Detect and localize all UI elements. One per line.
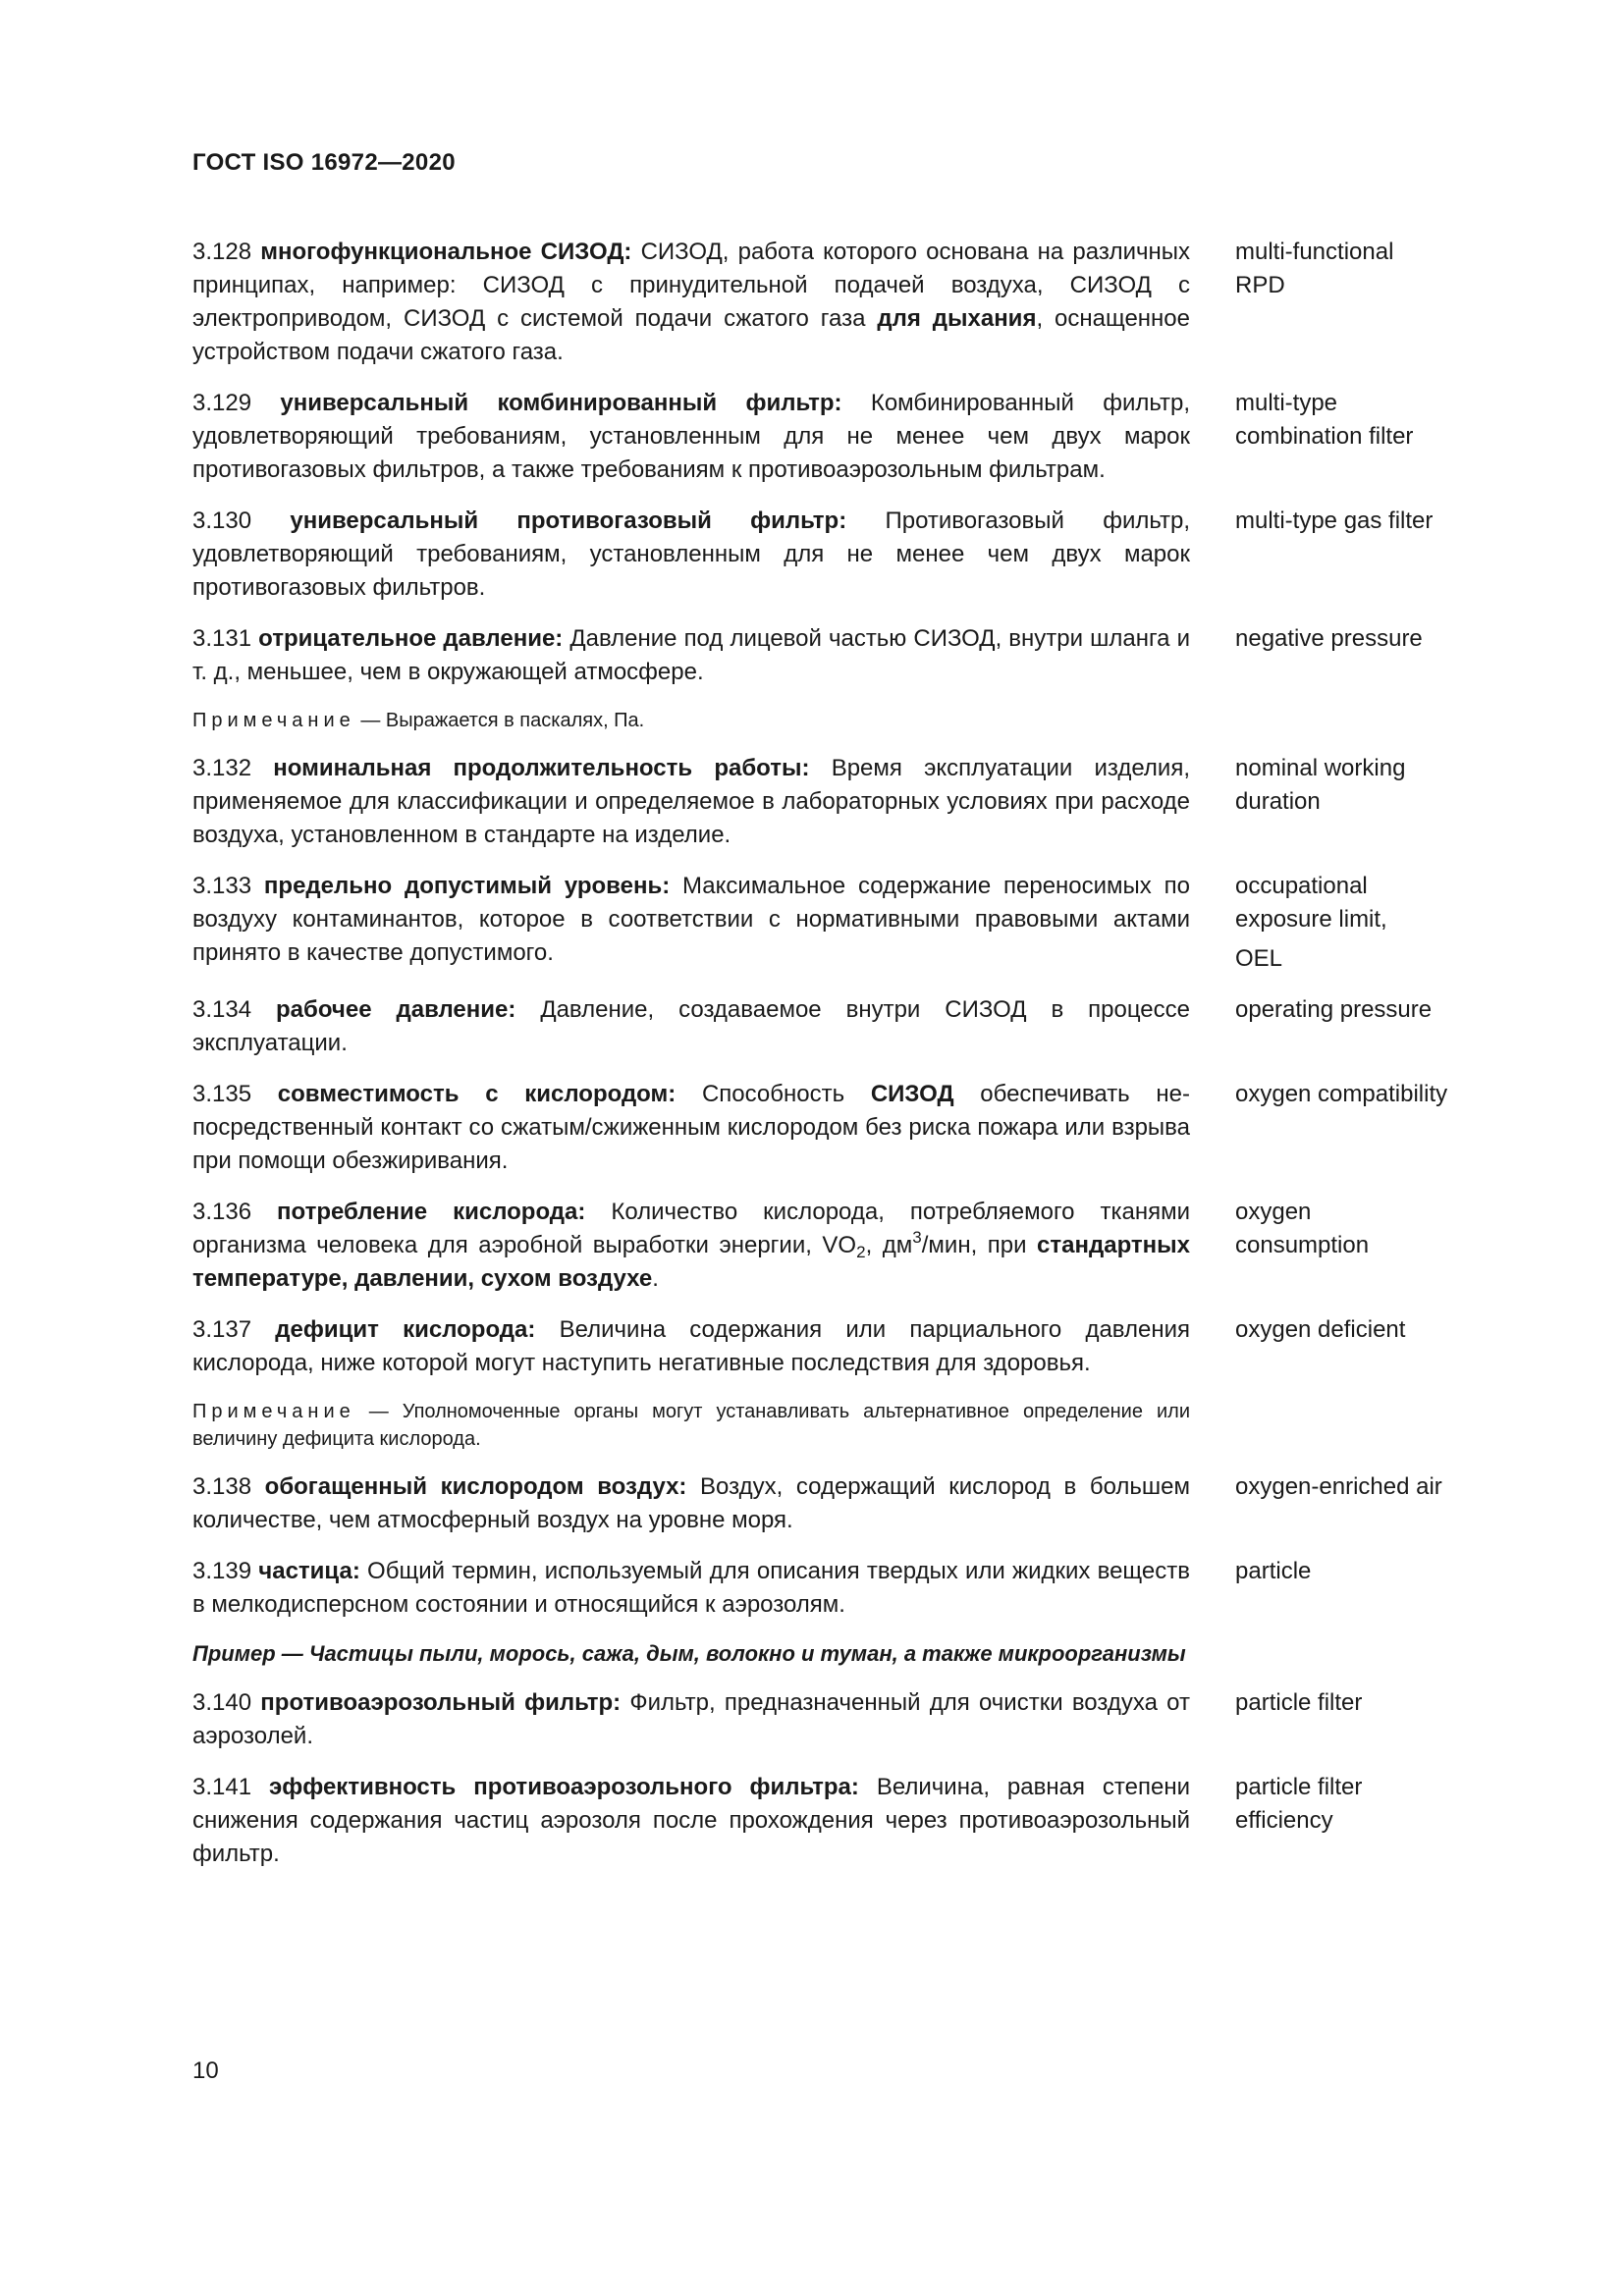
term-entry-3-140 bbox=[192, 1686, 1508, 1753]
term-entry-3-129 bbox=[192, 387, 1508, 487]
term-name: дефицит кислорода: bbox=[275, 1316, 536, 1343]
term-definition: 3.135 совместимость с кислородом: Способность СИЗОД обеспечивать непосредственный контакт со сжатым/сжиженным кислородом без риска пожара или взрыва при помощи обезжиривания. bbox=[192, 1081, 1190, 1174]
term-entry-3-132 bbox=[192, 752, 1508, 852]
english-equivalent: occupational exposure limit, OEL bbox=[1235, 873, 1387, 972]
term-entry-3-133 bbox=[192, 870, 1508, 976]
term-definition: 3.132 номинальная продолжительность работы: Время эксплуатации изделия, применяемое для классификации и определяемое в лабораторных условиях при расходе воздуха, установленном в стандарте на изделие. bbox=[192, 755, 1191, 848]
term-name: рабочее давление: bbox=[276, 996, 516, 1023]
english-equivalent: particle filter efficiency bbox=[1235, 1774, 1363, 1834]
term-entry-3-139 bbox=[192, 1555, 1508, 1622]
term-definition: 3.128 многофункциональное СИЗОД: СИЗОД, работа которого основана на различных принципах, например: СИЗОД с принудительной подачей воздуха, СИЗОД с электроприводом, СИЗОД с системой подачи сжатого газа для дыхания, оснащенное устройством подачи сжатого газа. bbox=[192, 239, 1191, 365]
example-3-139: Пример — Частицы пыли, морось, сажа, дым, волокно и туман, а также микроорганизмы bbox=[192, 1641, 1186, 1666]
term-definition: 3.133 предельно допустимый уровень: Максимальное содержание переносимых по воздуху контаминантов, которое в соответствии с нормативными правовыми актами принято в качестве допустимого. bbox=[192, 873, 1190, 966]
page-number: 10 bbox=[192, 2057, 219, 2084]
term-definition: 3.141 эффективность противоаэрозольного фильтра: Величина, равная степени снижения содержания частиц аэрозоля после прохождения через противоаэрозольный фильтр. bbox=[192, 1774, 1190, 1867]
english-equivalent: multi-type combination filter bbox=[1235, 390, 1414, 450]
term-entry-3-138 bbox=[192, 1470, 1508, 1537]
english-equivalent: oxygen deficient bbox=[1235, 1316, 1406, 1343]
term-definition: 3.140 противоаэрозольный фильтр: Фильтр, предназначенный для очистки воздуха от аэрозолей. bbox=[192, 1689, 1190, 1749]
page-header-standard-title: ГОСТ ISO 16972—2020 bbox=[192, 149, 456, 176]
term-entry-3-130 bbox=[192, 505, 1508, 605]
english-equivalent: multi-type gas filter bbox=[1235, 507, 1434, 534]
term-definition: 3.136 потребление кислорода: Количество кислорода, потребляемого тканями организма человека для аэробной выработки энергии, $VO_2$, $дм^3$/мин, при стандартных температуре, давлении, сухом воздухе. bbox=[192, 1199, 1191, 1292]
note-3-131: Примечание — Выражается в паскалях, Па. bbox=[192, 710, 645, 731]
term-definition: 3.130 универсальный противогазовый фильтр: Противогазовый фильтр, удовлетворяющий требованиям, установленным для не менее чем двух марок противогазовых фильтров. bbox=[192, 507, 1190, 601]
term-name: предельно допустимый уровень: bbox=[263, 873, 671, 899]
english-equivalent: multi-functional RPD bbox=[1235, 239, 1394, 298]
term-definition: 3.137 дефицит кислорода: Величина содержания или парциального давления кислорода, ниже которой могут наступить негативные последствия для здоровья. bbox=[192, 1316, 1191, 1376]
term-definition: 3.138 обогащенный кислородом воздух: Воздух, содержащий кислород в большем количестве, чем атмосферный воздух на уровне моря. bbox=[192, 1473, 1191, 1533]
term-entry-3-128 bbox=[192, 236, 1508, 369]
term-name: обогащенный кислородом воздух: bbox=[264, 1473, 687, 1500]
term-name: универсальный противогазовый фильтр: bbox=[290, 507, 847, 534]
english-equivalent: nominal working duration bbox=[1235, 755, 1406, 815]
term-entry-3-137 bbox=[192, 1313, 1508, 1380]
terms-list bbox=[192, 236, 1508, 1889]
english-equivalent: particle filter bbox=[1235, 1689, 1363, 1716]
term-name: совместимость с кислородом: bbox=[277, 1081, 677, 1107]
term-definition: 3.129 универсальный комбинированный фильтр: Комбинированный фильтр, удовлетворяющий требованиям, установленным для не менее чем двух марок противогазовых фильтров, а также требованиям к противоаэрозольным фильтрам. bbox=[192, 390, 1191, 483]
term-entry-3-135 bbox=[192, 1078, 1508, 1178]
term-name: частица: bbox=[258, 1558, 360, 1584]
english-equivalent: oxygen compatibility bbox=[1235, 1081, 1448, 1107]
term-definition: 3.134 рабочее давление: Давление, создаваемое внутри СИЗОД в процессе эксплуатации. bbox=[192, 996, 1190, 1056]
term-name: отрицательное давление: bbox=[258, 625, 564, 652]
term-entry-3-136 bbox=[192, 1196, 1508, 1296]
note-label: Примечание bbox=[192, 1401, 355, 1422]
term-entry-3-131 bbox=[192, 622, 1508, 689]
term-name: эффективность противоаэрозольного фильтра: bbox=[269, 1774, 859, 1800]
english-equivalent: oxygen consumption bbox=[1235, 1199, 1370, 1258]
term-name: потребление кислорода: bbox=[277, 1199, 586, 1225]
note-label: Примечание bbox=[192, 710, 355, 731]
term-name: противоаэрозольный фильтр: bbox=[260, 1689, 622, 1716]
term-entry-3-141 bbox=[192, 1771, 1508, 1871]
english-equivalent: particle bbox=[1235, 1558, 1312, 1584]
english-equivalent: operating pressure bbox=[1235, 996, 1433, 1023]
english-equivalent: oxygen-enriched air bbox=[1235, 1473, 1442, 1500]
term-name: универсальный комбинированный фильтр: bbox=[280, 390, 842, 416]
term-definition: 3.131 отрицательное давление: Давление под лицевой частью СИЗОД, внутри шланга и т. д., меньшее, чем в окружающей атмосфере. bbox=[192, 625, 1190, 685]
term-name: многофункциональное СИЗОД: bbox=[260, 239, 632, 265]
term-definition: 3.139 частица: Общий термин, используемый для описания твердых или жидких веществ в мелкодисперсном состоянии и относящийся к аэрозолям. bbox=[192, 1558, 1191, 1618]
english-equivalent: negative pressure bbox=[1235, 625, 1423, 652]
term-name: номинальная продолжительность работы: bbox=[273, 755, 810, 781]
term-entry-3-134 bbox=[192, 993, 1508, 1060]
note-3-137: Примечание — Уполномоченные органы могут устанавливать альтернативное определение или величину дефицита кислорода. bbox=[192, 1401, 1190, 1450]
